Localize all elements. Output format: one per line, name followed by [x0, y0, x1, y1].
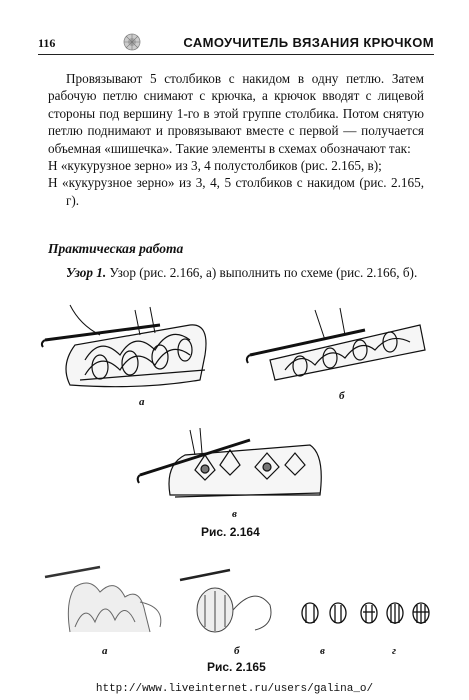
- pattern-instruction: [66, 265, 426, 281]
- figure-2165-caption: Рис. 2.165: [207, 660, 266, 674]
- figure-2165-label-a: а: [102, 645, 108, 657]
- crochet-illustration-a: [40, 295, 220, 395]
- page-number: 116: [38, 36, 56, 50]
- figure-2164-caption: Рис. 2.164: [201, 525, 260, 539]
- footer-url: http://www.liveinternet.ru/users/galina_o/: [95, 683, 374, 695]
- flower-ornament-icon: [122, 32, 142, 52]
- pattern-label: Узор 1.: [66, 265, 107, 280]
- crochet-illustration-2165-b: [175, 565, 285, 635]
- figure-2165-label-c: в: [320, 645, 325, 657]
- header-rule: [38, 54, 434, 55]
- crochet-illustration-b: [245, 300, 435, 390]
- running-head: САМОУЧИТЕЛЬ ВЯЗАНИЯ КРЮЧКОМ: [183, 35, 434, 50]
- page-header: [38, 30, 434, 56]
- crochet-illustration-2165-a: [40, 562, 170, 637]
- crochet-illustration-c: [140, 425, 330, 505]
- figure-2164-label-a: а: [139, 396, 145, 408]
- body-list-item-1: Н «кукурузное зерно» из 3, 4 полустолбиков (рис. 2.165, в);: [48, 158, 382, 174]
- corn-stitch-symbols-c: [298, 600, 358, 630]
- body-list-item-2: Н «кукурузное зерно» из 3, 4, 5 столбиков с накидом (рис. 2.165, г).: [48, 175, 424, 208]
- figure-2164-label-b: б: [339, 390, 345, 402]
- body-text: [48, 70, 424, 209]
- corn-stitch-symbols-d: [357, 600, 437, 630]
- figure-2164-label-c: в: [232, 508, 237, 520]
- figure-2165-label-d: г: [392, 645, 397, 657]
- figure-2165-label-b: б: [234, 645, 240, 657]
- pattern-text: Узор (рис. 2.166, а) выполнить по схеме (рис. 2.166, б).: [109, 265, 418, 280]
- body-paragraph: Провязывают 5 столбиков с накидом в одну петлю. Затем рабочую петлю снимают с крючка, а крючок вводят с лицевой стороны под вершину 1-го в этой группе столбика. Потом снятую петлю поднимают и провязывают вместе с первой — получается объемная «шишечка». Такие элементы в схемах обозначают так:: [48, 71, 424, 156]
- section-title: Практическая работа: [48, 241, 184, 256]
